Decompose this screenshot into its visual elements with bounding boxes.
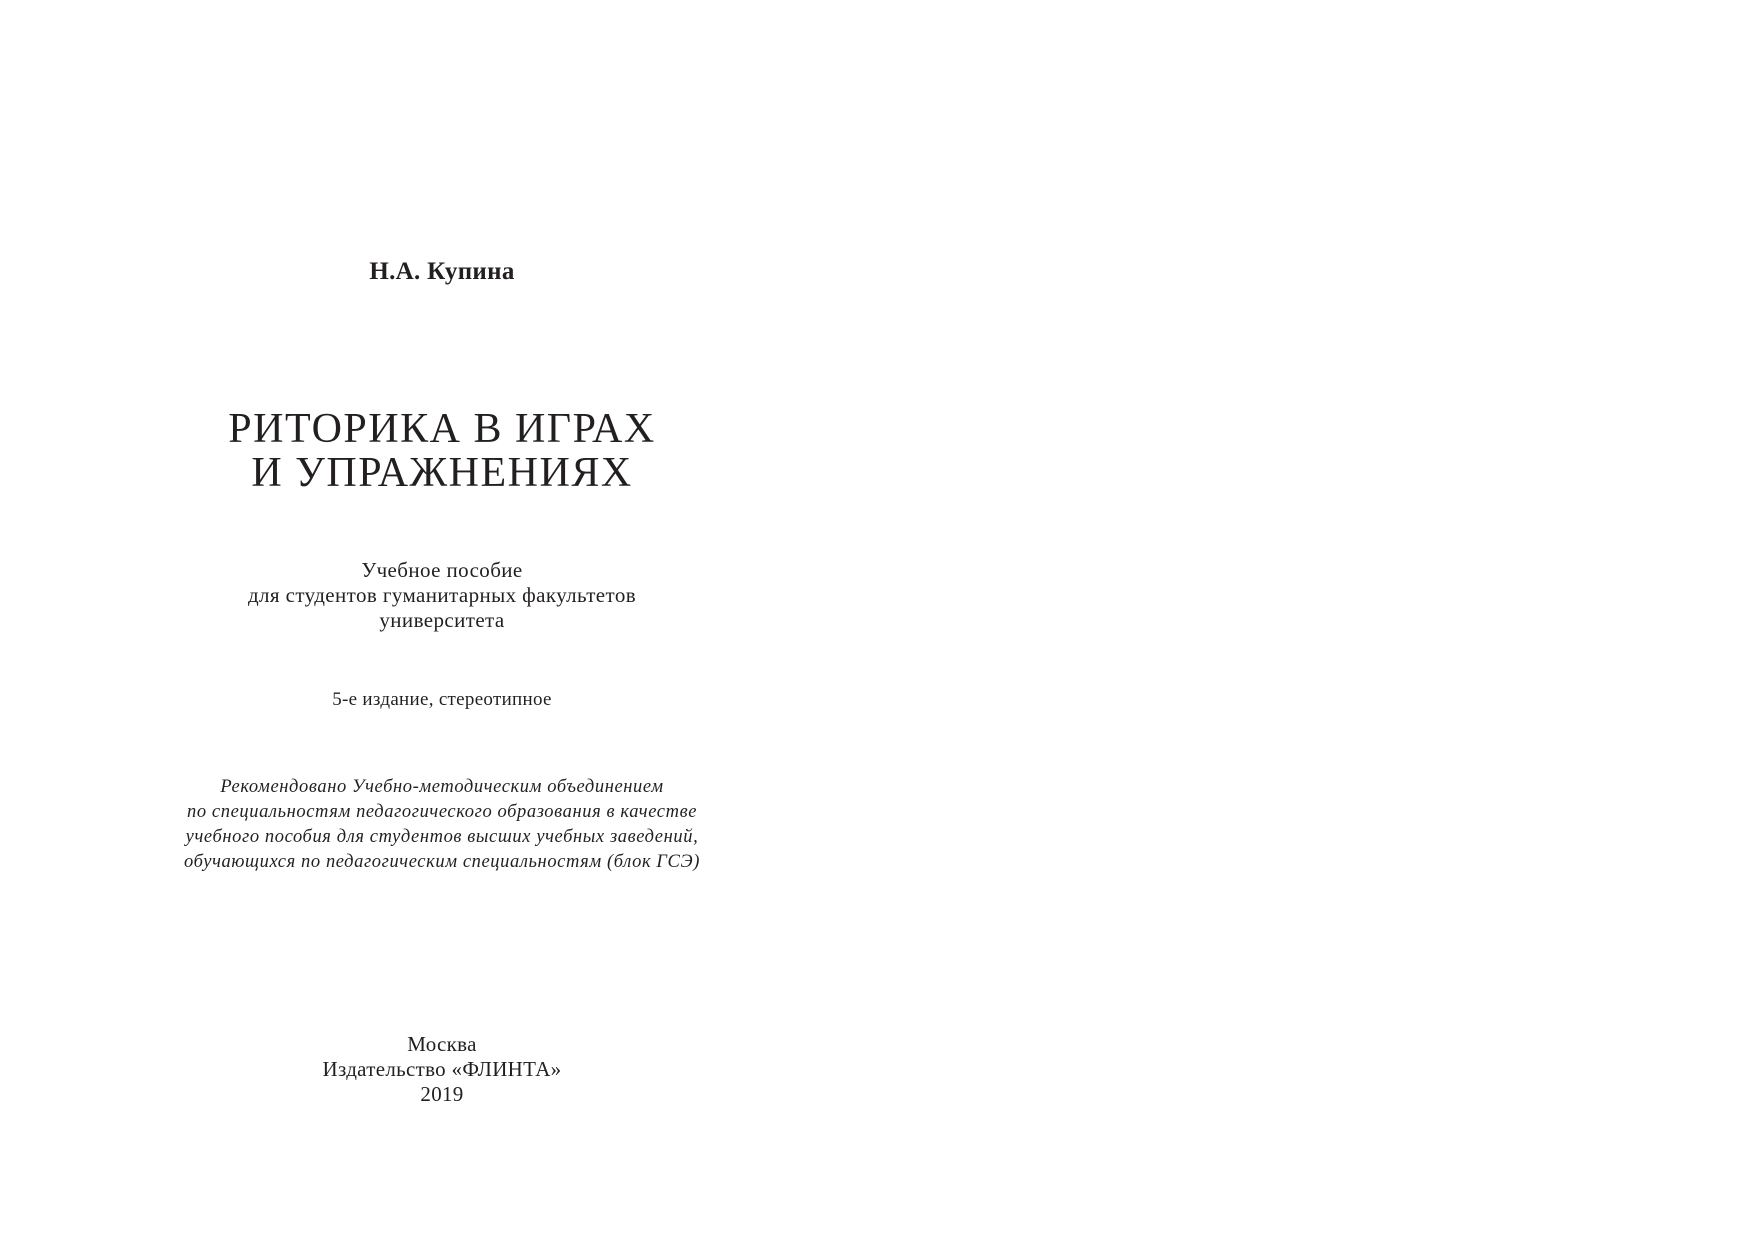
recommendation-line-3: учебного пособия для студентов высших учебных заведений, [185,827,699,847]
book-title-line-2: И УПРАЖНЕНИЯХ [251,450,633,496]
recommendation-line-2: по специальностям педагогического образования в качестве [186,802,698,822]
imprint [292,1032,592,1107]
subtitle-line-2: для студентов гуманитарных факультетов [247,583,637,607]
recommendation-line-1: Рекомендовано Учебно-методическим объединением [220,777,664,797]
imprint-publisher: Издательство «ФЛИНТА» [322,1057,562,1081]
book-title [172,407,712,495]
book-subtitle [172,558,712,633]
imprint-year: 2019 [420,1082,464,1106]
book-title-line-1: РИТОРИКА В ИГРАХ [228,406,656,452]
recommendation-note [172,775,712,875]
recommendation-line-4: обучающихся по педагогическим специальностям (блок ГСЭ) [184,852,700,872]
subtitle-line-1: Учебное пособие [361,558,523,582]
imprint-city: Москва [407,1032,477,1056]
edition-note: 5-е издание, стереотипное [332,689,552,710]
author-name: Н.А. Купина [369,258,515,285]
subtitle-line-3: университета [379,608,505,632]
